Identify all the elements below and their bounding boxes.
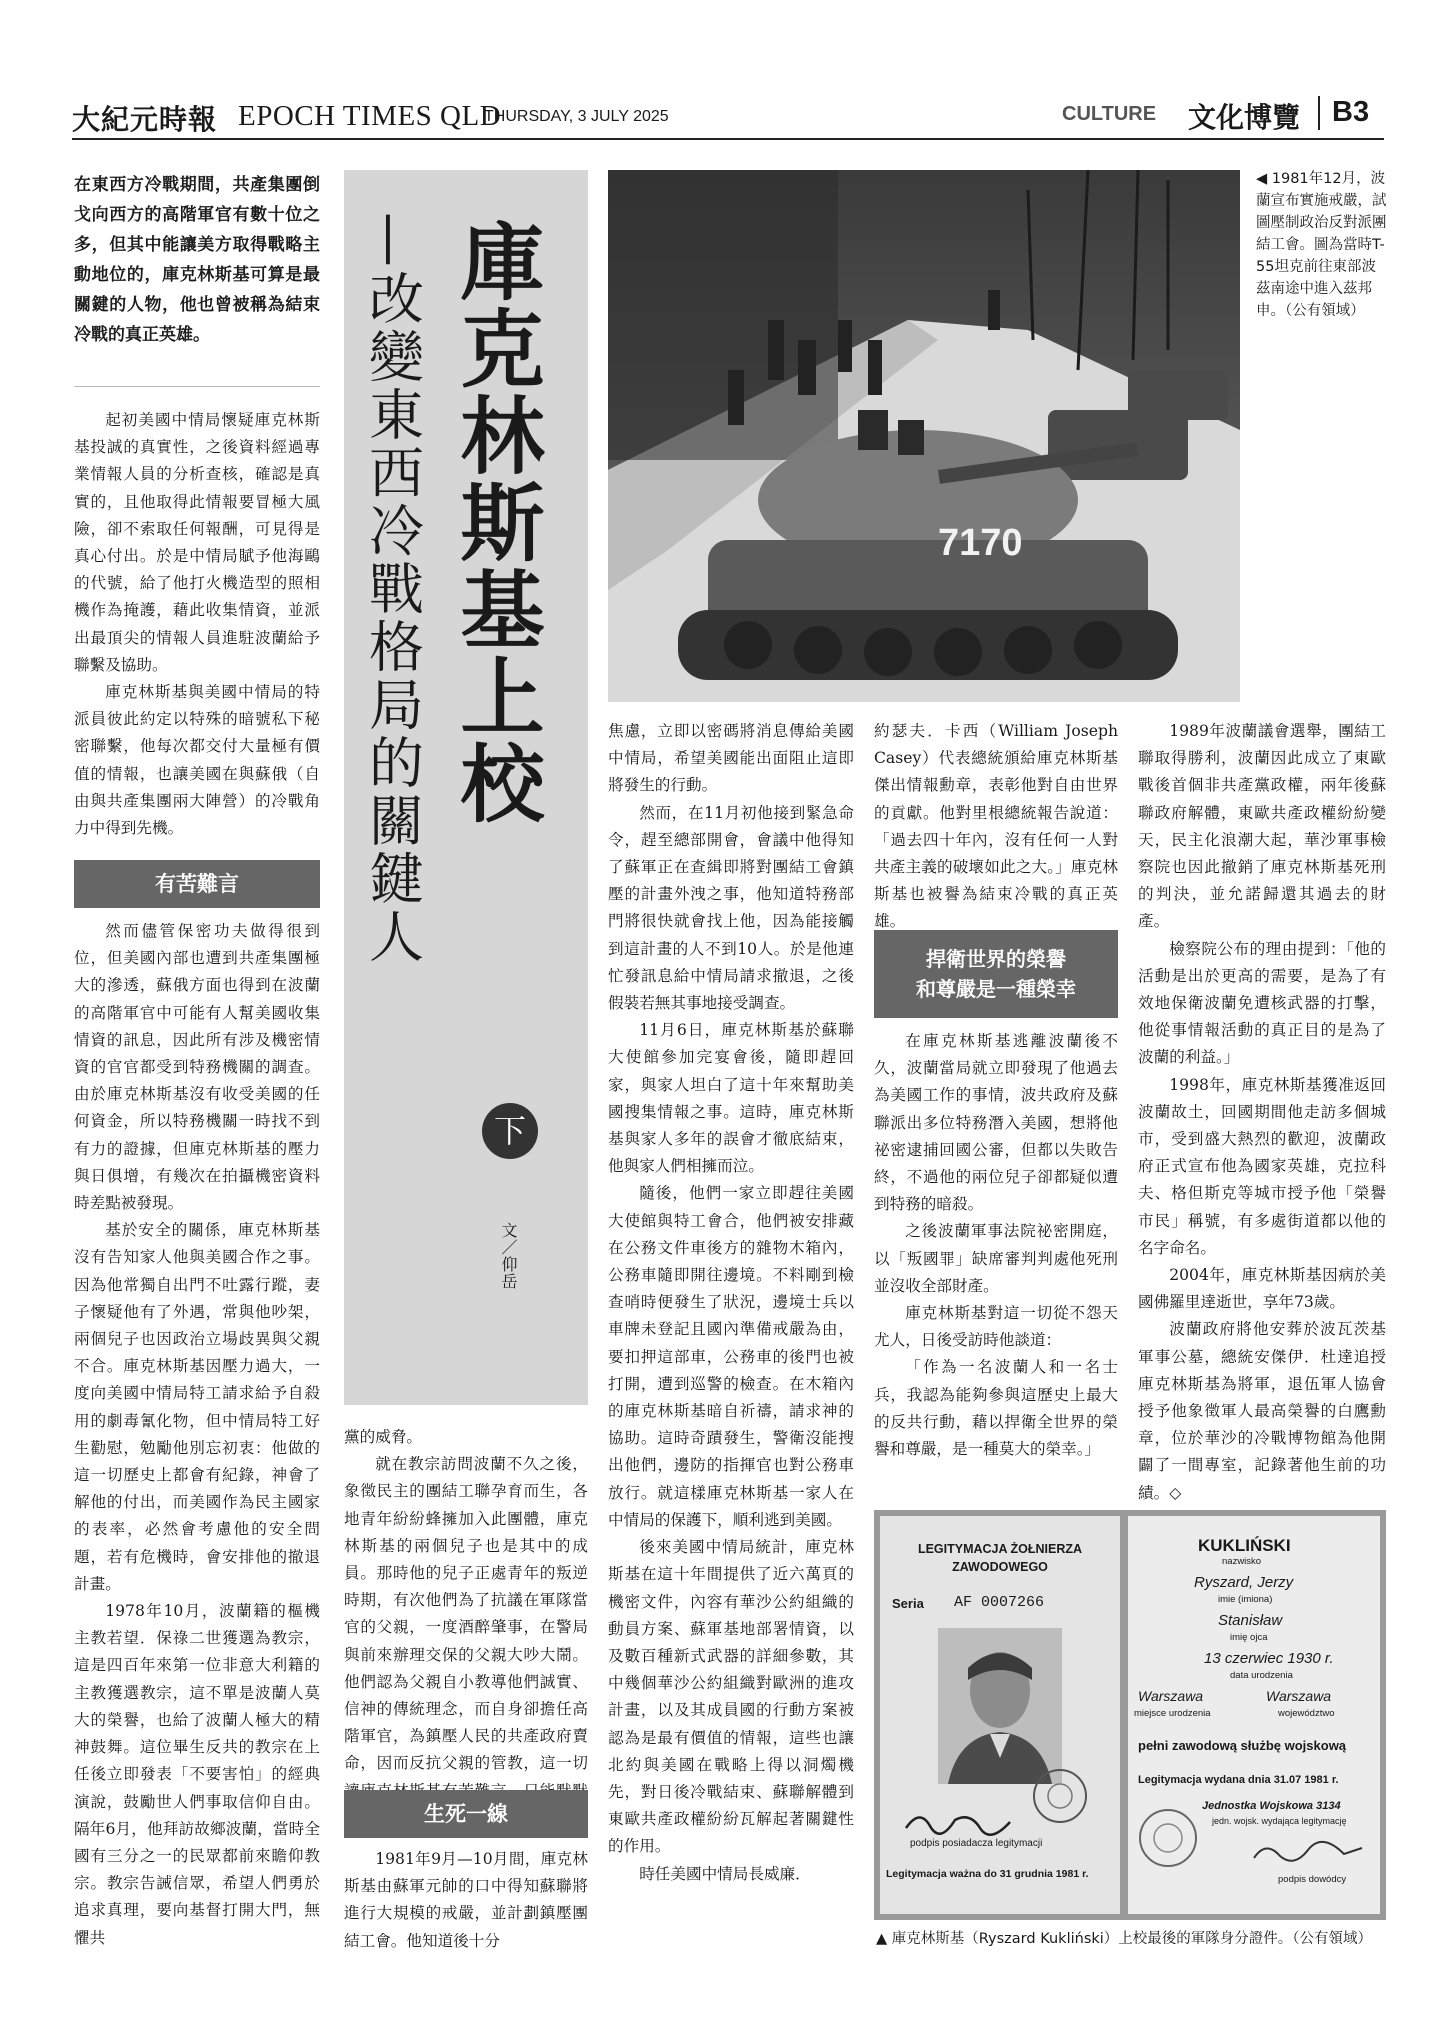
masthead-rule xyxy=(72,138,1384,140)
column-2-bottom xyxy=(344,1846,588,1955)
lead-divider xyxy=(74,386,320,387)
photo-tanks-caption: ◀ 1981年12月，波蘭宣布實施戒嚴，試圖壓制政治反對派團結工會。圖為當時T-55坦克前往東部波茲南途中進入茲邦申。（公有領域） xyxy=(1256,171,1387,319)
column-5 xyxy=(1138,718,1386,1507)
id-seria-value: AF 0007266 xyxy=(954,1594,1045,1611)
section-label-zh: 文化博覽 xyxy=(1188,101,1301,134)
column-1-bottom xyxy=(74,918,320,1952)
paragraph: 2004年，庫克林斯基因病於美國佛羅里達逝世，享年73歲。 xyxy=(1138,1266,1386,1312)
paragraph: 時任美國中情局長威廉． xyxy=(639,1864,811,1883)
id-card-left-page xyxy=(880,1516,1120,1914)
column-3 xyxy=(608,718,854,1888)
paragraph: 基於安全的關係，庫克林斯基沒有告知家人他與美國合作之事。因為他常獨自出門不吐露行蹤，妻子懷疑他有了外遇，常與他吵架，兩個兒子也因政治立場歧異與父親不合。庫克林斯基因壓力過大，一度向美國中情局特工請求給予自殺用的劇毒氰化物，但中情局特工好生勸慰，勉勵他別忘初衷：他做的這一切歷史上都會有紀錄，神會了解他的付出，而美國作為民主國家的表率，必然會考慮他的安全問題，若有危機時，會安排他的撤退計畫。 xyxy=(74,1221,320,1593)
article-lead: 在東西方冷戰期間，共產集團倒戈向西方的高階軍官有數十位之多，但其中能讓美方取得戰略主動地位的，庫克林斯基可算是最關鍵的人物，他也曾被稱為結束冷戰的真正英雄。 xyxy=(74,175,320,345)
id-issued: Legitymacja wydana dnia 31.07 1981 r. xyxy=(1138,1774,1339,1786)
part-badge: 下 xyxy=(482,1103,538,1159)
id-father-label: imię ojca xyxy=(1230,1632,1268,1643)
photo-tanks xyxy=(608,170,1240,702)
paragraph: 起初美國中情局懷疑庫克林斯基投誠的真實性，之後資料經過專業情報人員的分析查核，確認是真實的，且他取得此情報要冒極大風險，卻不索取任何報酬，可見得是真心付出。於是中情局賦予他海鷗的代號，給了他打火機造型的照相機作為掩護，藉此收集情資，並派出最頂尖的情報人員進駐波蘭給予聯繫及協助。 xyxy=(74,411,320,674)
portrait-photo xyxy=(938,1628,1062,1784)
unit-stamp xyxy=(1136,1806,1200,1870)
id-pob-label: miejsce urodzenia xyxy=(1134,1708,1211,1719)
paragraph: 後來美國中情局統計，庫克林斯基在這十年間提供了近六萬頁的機密文件，內容有華沙公約組織的動員方案、蘇軍基地部署情資，以及數百種新式武器的詳細參數，其中幾個華沙公約組織對歐洲的進攻計畫，以及其成員國的行動方案被認為是最有價值的情報，這些也讓北約與美國在戰略上得以洞燭機先，對日後冷戰結束、蘇聯解體到東歐共產政權紛紛瓦解起著關鍵性的作用。 xyxy=(608,1538,854,1856)
commander-signature-label: podpis dowódcy xyxy=(1278,1874,1347,1885)
id-card-title-2: ZAWODOWEGO xyxy=(952,1560,1048,1574)
paragraph: 之後波蘭軍事法院祕密開庭，以「叛國罪」缺席審判判處他死刑並沒收全部財產。 xyxy=(874,1222,1118,1295)
column-4-top xyxy=(874,718,1118,936)
paragraph: 「作為一名波蘭人和一名士兵，我認為能夠參與這歷史上最大的反共行動，藉以捍衛全世界的榮譽和尊嚴，是一種莫大的榮幸。」 xyxy=(874,1358,1118,1459)
masthead-divider xyxy=(1318,96,1320,130)
paragraph: 1989年波蘭議會選舉，團結工聯取得勝利，波蘭因此成立了東歐戰後首個非共產黨政權，兩年後蘇聯政府解體，東歐共產政權紛紛變天，民主化浪潮大起，華沙軍事檢察院也因此撤銷了庫克林斯基死刑的判決，並允諾歸還其過去的財產。 xyxy=(1138,722,1386,931)
id-valid-until: Legitymacja ważna do 31 grudnia 1981 r. xyxy=(886,1868,1089,1880)
id-card-right-page xyxy=(1128,1516,1380,1914)
id-surname: KUKLIŃSKI xyxy=(1198,1536,1291,1555)
paragraph: 在庫克林斯基逃離波蘭後不久，波蘭當局就立即發現了他過去為美國工作的事情，波共政府及蘇聯派出多位特務潛入美國，想將他祕密逮捕回國公審，但都以失敗告終，不過他的兩位兒子卻都疑似遭到特務的暗殺。 xyxy=(874,1032,1118,1214)
subheading-honor-line1: 捍衛世界的榮譽 xyxy=(926,947,1066,971)
section-label-en: CULTURE xyxy=(1062,103,1157,125)
paragraph: 1981年9月—10月間，庫克林斯基由蘇軍元帥的口中得知蘇聯將進行大規模的戒嚴，並計劃鎮壓團結工會。他知道後十分 xyxy=(344,1850,588,1950)
tank-photo-image xyxy=(608,170,1240,702)
id-given-label: imie (imiona) xyxy=(1218,1594,1273,1605)
paragraph: 1978年10月，波蘭籍的樞機主教若望．保祿二世獲選為教宗，這是四百年來第一位非意大利籍的主教獲選教宗，這不單是波蘭人莫大的榮譽，也給了波蘭人極大的精神鼓舞。這位畢生反共的教宗在上任後立即發表「不要害怕」的經典演說，鼓勵世人們事取信仰自由。隔年6月，他拜訪故鄉波蘭，當時全國有三分之一的民眾都前來瞻仰教宗。教宗告誡信眾，希望人們勇於追求真理，要向基督打開大門，無懼共 xyxy=(74,1602,320,1947)
holder-signature xyxy=(900,1802,1020,1842)
masthead-date: THURSDAY, 3 JULY 2025 xyxy=(484,108,669,125)
paragraph: 庫克林斯基對這一切從不怨天尤人，日後受訪時他談道： xyxy=(874,1304,1118,1350)
photo-id-card xyxy=(874,1510,1386,1920)
byline: 文／仰岳 xyxy=(499,1222,518,1290)
paragraph: 就在教宗訪問波蘭不久之後，象徵民主的團結工聯孕育而生，各地青年紛紛蜂擁加入此團體，庫克林斯基的兩個兒子也是其中的成員。那時他的兒子正處青年的叛逆時期，有次他們為了抗議在軍隊當官的父親，一度酒醉肇事，在警局與前來辦理交保的父親大吵大鬧。他們認為父親自小教導他們誠實、信神的傳統理念，而自身卻擔任高階軍官，為鎮壓人民的共產政府賣命，因而反抗父親的管教，這一切 xyxy=(344,1455,588,1773)
official-stamp xyxy=(1030,1766,1090,1826)
holder-signature-label: podpis posiadacza legitymacji xyxy=(910,1838,1043,1849)
column-2-top xyxy=(344,1424,588,1832)
id-seria-label: Seria xyxy=(892,1596,924,1611)
paragraph: 隨後，他們一家立即趕往美國大使館與特工會合，他們被安排藏在公務文件車後方的雜物木箱內，公務車隨即開往邊境。不料剛到檢查哨時便發生了狀況，邊境士兵以車牌未登記且國內準備戒嚴為由，要扣押這部車，公務車的後門也被打開，遭到巡警的檢查。在木箱內的庫克林斯基暗自祈禱，請求神的協助。這時奇蹟發生，警衛沒能搜出他們，邊防的指揮官也對公務車放行。就這樣庫克林斯基一家人在中情局的保護下，順利逃到美國。 xyxy=(608,1184,854,1529)
masthead-english-title: EPOCH TIMES QLD xyxy=(238,100,502,132)
id-service: pełni zawodową służbę wojskową xyxy=(1138,1738,1347,1753)
id-given-names: Ryszard, Jerzy xyxy=(1194,1574,1294,1591)
tank-number: 7170 xyxy=(938,522,1023,564)
column-4-bottom xyxy=(874,1028,1118,1463)
subheading-life-death: 生死一線 xyxy=(344,1790,588,1838)
paragraph: 然而，在11月初他接到緊急命令，趕至總部開會，會議中他得知了蘇軍正在查緝即將對團結工會鎮壓的計畫外洩之事，他知道特務部門將很快就會找上他，因為能接觸到這計畫的人不到10人。於是他連忙發訊息給中情局請求撤退，之後假裝若無其事地接受調查。 xyxy=(608,803,854,1013)
article-subtitle: —改變東西冷戰格局的關鍵人 xyxy=(360,212,424,966)
paragraph: 1998年，庫克林斯基獲准返回波蘭故土，回國期間他走訪多個城市，受到盛大熱烈的歡迎，波蘭政府正式宣布他為國家英雄，克拉科夫、格但斯克等城市授予他「榮譽市民」稱號，有多處街道都以他的名字命名。 xyxy=(1138,1075,1386,1257)
subheading-honor xyxy=(874,930,1118,1018)
article-title: 庫克林斯基上校 xyxy=(447,218,545,827)
paragraph: 然而儘管保密功夫做得很到位，但美國內部也遭到共產集團極大的滲透，蘇俄方面也得到在波蘭的高階軍官中可能有人幫美國收集情資的訊息，因此所有涉及機密情資的官官都受到特務機關的調查。由於庫克林斯基沒有收受美國的任何資金，所以特務機關一時找不到有力的證據，但庫克林斯基的壓力與日俱增，有幾次在拍攝機密資料時差點被發現。 xyxy=(74,922,320,1213)
paragraph: 波蘭政府將他安葬於波瓦茨基軍事公墓，總統安傑伊．杜達追授庫克林斯基為將軍，退伍軍人協會授予他象徵軍人最高榮譽的白鷹勳章，位於華沙的冷戰博物館為他開闢了一間專室，記錄著他生前的功績。◇ xyxy=(1138,1320,1386,1502)
id-card-title-1: LEGITYMACJA ŻOŁNIERZA xyxy=(917,1542,1083,1556)
paragraph: 11月6日，庫克林斯基於蘇聯大使館參加完宴會後，隨即趕回家，與家人坦白了這十年來幫助美國搜集情報之事。這時，庫克林斯基與家人多年的誤會才徹底結束，他與家人們相擁而泣。 xyxy=(608,1021,854,1176)
id-voivodeship: Warszawa xyxy=(1266,1688,1332,1704)
id-voiv-label: województwo xyxy=(1278,1708,1335,1719)
id-father: Stanisław xyxy=(1218,1612,1283,1629)
paragraph: 檢察院公布的理由提到：「他的活動是出於更高的需要，是為了有效地保衛波蘭免遭核武器的打擊，他從事情報活動的真正目的是為了波蘭的利益。」 xyxy=(1138,939,1386,1067)
subheading-honor-line2: 和尊嚴是一種榮幸 xyxy=(916,977,1076,1001)
id-dob-label: data urodzenia xyxy=(1230,1670,1293,1681)
column-1-top xyxy=(74,407,320,842)
id-unit-label: jedn. wojsk. wydająca legitymację xyxy=(1212,1816,1347,1826)
id-dob: 13 czerwiec 1930 r. xyxy=(1204,1650,1334,1667)
photo-id-caption: ▲ 庫克林斯基（Ryszard Kukliński）上校最後的軍隊身分證件。（公有領域） xyxy=(876,1931,1373,1947)
subheading-hardship: 有苦難言 xyxy=(74,860,320,908)
id-place-of-birth: Warszawa xyxy=(1138,1688,1204,1704)
masthead-logo: 大紀元時報 xyxy=(72,103,218,136)
paragraph: 黨的威脅。 xyxy=(344,1428,422,1446)
id-surname-label: nazwisko xyxy=(1222,1556,1262,1567)
id-unit: Jednostka Wojskowa 3134 xyxy=(1202,1800,1341,1812)
commander-signature xyxy=(1248,1836,1368,1872)
paragraph: 焦慮，立即以密碼將消息傳給美國中情局，希望美國能出面阻止這即將發生的行動。 xyxy=(608,722,854,795)
paragraph: 庫克林斯基與美國中情局的特派員彼此約定以特殊的暗號私下秘密聯繫，他每次都交付大量極有價值的情報，也讓美國在與蘇俄（自由與共產集團兩大陣營）的冷戰角力中得到先機。 xyxy=(74,683,320,838)
paragraph: 約瑟夫．卡西（William Joseph Casey）代表總統頒給庫克林斯基傑出情報勳章，表彰他對自由世界的貢獻。他對里根總統報告說道：「過去四十年內，沒有任何一人對共產主義的破壞如此之大。」庫克林斯基也被譽為結束冷戰的真正英雄。 xyxy=(874,722,1118,931)
page-number: B3 xyxy=(1332,96,1370,128)
